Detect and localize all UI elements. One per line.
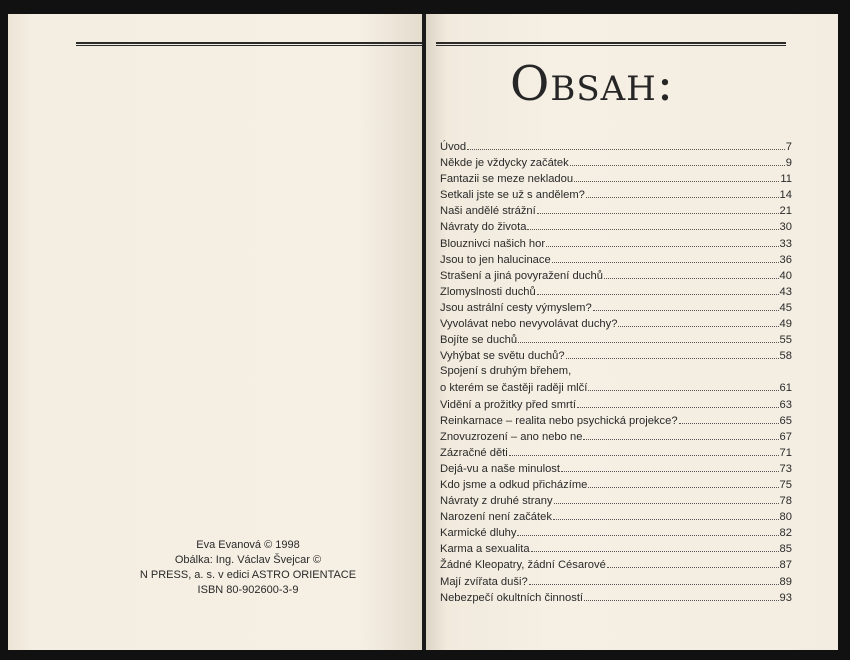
toc-leader-dots [574, 170, 779, 182]
left-page [8, 14, 422, 650]
right-page [426, 14, 838, 650]
toc-entry-page: 9 [785, 157, 792, 170]
toc-entry [440, 267, 792, 283]
toc-leader-dots [518, 331, 778, 343]
toc-entry [440, 460, 792, 476]
toc-entry [440, 154, 792, 170]
toc-entry [440, 508, 792, 524]
toc-entry-title: Vyhýbat se světu duchů? [440, 350, 565, 363]
toc-entry [440, 492, 792, 508]
toc-entry-page: 63 [779, 398, 792, 411]
toc-entry-page: 80 [779, 511, 792, 524]
toc-entry [440, 235, 792, 251]
toc-entry [440, 556, 792, 572]
toc-leader-dots [561, 460, 779, 472]
toc-entry-title: Karmické dluhy [440, 527, 517, 540]
toc-entry [440, 186, 792, 202]
toc-entry-page: 21 [779, 205, 792, 218]
toc-entry-title: Bojíte se duchů [440, 334, 518, 347]
toc-entry-title: Někde je vždycky začátek [440, 157, 569, 170]
toc-title: Obsah: [510, 56, 675, 112]
toc-entry-title: Zlomyslnosti duchů [440, 285, 536, 298]
toc-leader-dots [537, 202, 779, 214]
toc-leader-dots [529, 573, 779, 585]
toc-entry [440, 476, 792, 492]
toc-entry-page: 75 [779, 478, 792, 491]
toc-entry-title: Jsou to jen halucinace [440, 253, 551, 266]
toc-entry [440, 331, 792, 347]
toc-entry-title: Narození není začátek [440, 511, 552, 524]
toc-leader-dots [517, 524, 778, 536]
toc-entry-title: Naši andělé strážní [440, 205, 536, 218]
toc-leader-dots [586, 186, 779, 198]
toc-entry [440, 202, 792, 218]
toc-entry-page: 67 [779, 430, 792, 443]
toc-entry-page: 78 [779, 495, 792, 508]
toc-leader-dots [570, 154, 785, 166]
toc-entry-page: 55 [779, 334, 792, 347]
toc-entry-page: 65 [779, 414, 792, 427]
toc-entry-page: 14 [779, 189, 792, 202]
toc-entry-title: Úvod [440, 141, 467, 153]
toc-entry [440, 283, 792, 299]
toc-entry [440, 573, 792, 589]
toc-entry [440, 540, 792, 556]
toc-entry-page: 40 [779, 269, 792, 282]
toc-leader-dots [553, 508, 779, 520]
table-of-contents [440, 138, 792, 605]
toc-leader-dots [531, 540, 779, 552]
toc-leader-dots [604, 267, 779, 279]
toc-entry-title: Zázračné děti [440, 446, 508, 459]
top-rule [76, 42, 422, 46]
toc-entry-page: 85 [779, 543, 792, 556]
toc-leader-dots [554, 492, 779, 504]
toc-entry-page: 87 [779, 559, 792, 572]
toc-leader-dots [577, 396, 779, 408]
toc-leader-dots [583, 428, 778, 440]
toc-entry-title: Karma a sexualita [440, 543, 530, 556]
toc-entry-page: 61 [779, 382, 792, 395]
toc-entry-title: Vidění a prožitky před smrtí [440, 398, 576, 411]
toc-entry-title: o kterém se častěji raději mlčí [440, 382, 588, 395]
toc-entry-page: 71 [779, 446, 792, 459]
toc-entry [440, 428, 792, 444]
toc-entry-title: Vyvolávat nebo nevyvolávat duchy? [440, 318, 618, 331]
toc-entry [440, 444, 792, 460]
toc-leader-dots [546, 235, 778, 247]
toc-entry [440, 347, 792, 363]
toc-entry-title: Kdo jsme a odkud přicházíme [440, 478, 588, 491]
toc-leader-dots [584, 589, 779, 601]
toc-leader-dots [527, 218, 778, 230]
toc-entry-title: Návraty do života [440, 221, 527, 234]
toc-entry [440, 379, 792, 395]
imprint [128, 538, 368, 598]
toc-entry-title: Dejá-vu a naše minulost [440, 462, 561, 475]
toc-entry-page: 89 [779, 575, 792, 588]
toc-leader-dots [679, 412, 779, 424]
toc-entry-title: Reinkarnace – realita nebo psychická projekce? [440, 414, 678, 427]
toc-leader-dots [618, 315, 778, 327]
toc-entry-page: 30 [779, 221, 792, 234]
toc-entry [440, 524, 792, 540]
toc-leader-dots [467, 138, 785, 150]
toc-entry [440, 170, 792, 186]
toc-leader-dots [552, 251, 779, 263]
imprint-isbn: ISBN 80-902600-3-9 [197, 584, 299, 596]
toc-entry-page: 93 [779, 591, 792, 604]
toc-leader-dots [607, 556, 779, 568]
toc-entry-title: Setkali jste se už s andělem? [440, 189, 585, 202]
toc-entry-line: Spojení s druhým břehem, [440, 365, 572, 378]
toc-entry-page: 36 [779, 253, 792, 266]
imprint-author: Eva Evanová © 1998 [196, 539, 300, 551]
toc-entry-page: 43 [779, 285, 792, 298]
toc-entry [440, 412, 792, 428]
toc-entry-title: Strašení a jiná povyražení duchů [440, 269, 603, 282]
imprint-cover: Obálka: Ing. Václav Švejcar © [174, 554, 322, 566]
toc-entry [440, 589, 792, 605]
toc-entry [440, 315, 792, 331]
toc-entry-page: 11 [780, 173, 792, 186]
toc-entry-page: 58 [779, 350, 792, 363]
toc-entry-page: 82 [779, 527, 792, 540]
toc-entry-page: 49 [779, 318, 792, 331]
toc-entry-title: Fantazii se meze nekladou [440, 173, 574, 186]
toc-leader-dots [588, 476, 778, 488]
toc-entry-page: 33 [779, 237, 792, 250]
toc-entry-title: Blouznivci našich hor [440, 237, 546, 250]
top-rule [436, 42, 786, 46]
toc-entry-page: 45 [779, 301, 792, 314]
toc-leader-dots [588, 379, 778, 391]
toc-leader-dots [509, 444, 779, 456]
toc-entry-title: Nebezpečí okultních činností [440, 591, 584, 604]
toc-entry-title: Žádné Kleopatry, žádní Césarové [440, 559, 606, 572]
toc-entry [440, 251, 792, 267]
toc-leader-dots [593, 299, 779, 311]
imprint-publisher: N PRESS, a. s. v edici ASTRO ORIENTACE [139, 569, 357, 581]
toc-entry-page: 73 [779, 462, 792, 475]
toc-leader-dots [537, 283, 779, 295]
toc-leader-dots [566, 347, 779, 359]
toc-entry [440, 218, 792, 234]
toc-entry [440, 138, 792, 154]
book-spread [8, 14, 838, 650]
toc-entry [440, 299, 792, 315]
toc-entry-title: Znovuzrození – ano nebo ne [440, 430, 583, 443]
toc-entry-page: 7 [785, 141, 792, 153]
toc-entry-title: Jsou astrální cesty výmyslem? [440, 301, 592, 314]
toc-entry-title: Návraty z druhé strany [440, 495, 553, 508]
toc-entry-title: Mají zvířata duši? [440, 575, 528, 588]
toc-entry [440, 396, 792, 412]
